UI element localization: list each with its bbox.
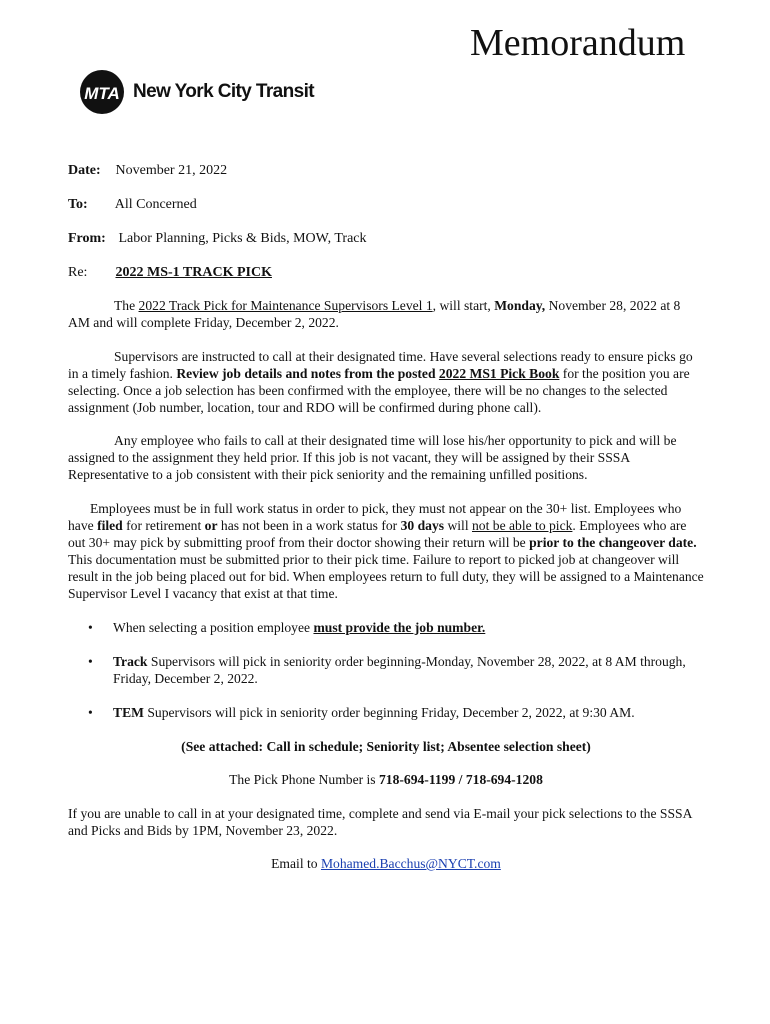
paragraph-pick-dates: The 2022 Track Pick for Maintenance Supervisors Level 1, will start, Monday, November 28, 2022 at 8 AM and will complete Friday, December 2, 2022. [68,298,681,330]
date-label: Date: [68,163,101,178]
bullet-dot: • [88,654,93,669]
attachments-note: (See attached: Call in schedule; Seniority list; Absentee selection sheet) [181,739,591,754]
paragraph-work-status: Employees must be in full work status in order to pick, they must not appear on the 30+ list. Employees who have filed for retirement or has not been in a work status for 30 days will not be able to pick. Employees who are out 30+ may pick by submitting proof from their doctor showing their return will be prior to the changeover date. This documentation must be submitted prior to their pick time. Failure to report to picked job at changeover will result in the job being placed out for bid. When employees return to full duty, they will be assigned to a Maintenance Supervisor Level I vacancy that exist at that time. [68,501,704,601]
bullet-dot: • [88,705,93,720]
to-row [68,196,197,214]
from-row [68,230,367,248]
re-row [68,264,272,282]
date-row [68,162,227,180]
date-value: November 21, 2022 [115,163,228,178]
pick-book: 2022 MS1 Pick Book [438,366,560,381]
paragraph-instructions: Supervisors are instructed to call at their designated time. Have several selections ready to ensure picks go in a timely fashion. Review job details and notes from the posted 2022 MS1 Pick Book for the position you are selecting. Once a job selection has been confirmed with the employee, there will be no changes to the selected assignment (Job number, location, tour and RDO will be confirmed during phone call). [68,349,693,415]
brand-name: New York City Transit [133,81,314,102]
bullet-job-number: • When selecting a position employee must provide the job number. [88,620,486,635]
email-link[interactable]: Mohamed.Bacchus@NYCT.com [320,856,501,871]
re-label: Re: [68,265,88,280]
bullet-dot: • [88,620,93,635]
email-line: Email to Mohamed.Bacchus@NYCT.com [271,856,501,871]
from-value: Labor Planning, Picks & Bids, MOW, Track [118,231,367,246]
pick-name: 2022 Track Pick for Maintenance Supervisors Level 1 [138,298,433,313]
memo-title: Memorandum [470,22,686,64]
bullet-tem: • TEM Supervisors will pick in seniority order beginning Friday, December 2, 2022, at 9:30 AM. [88,705,635,720]
paragraph-missed-call: Any employee who fails to call at their designated time will lose his/her opportunity to pick and will be assigned to the assignment they held prior. If this job is not vacant, they will be assigned by their SSSA Representative to a job consistent with their pick seniority and the remaining unfilled positions. [68,433,677,482]
paragraph-closing: If you are unable to call in at your designated time, complete and send via E-mail your pick selections to the SSSA and Picks and Bids by 1PM, November 23, 2022. [68,806,692,838]
to-value: All Concerned [114,197,197,212]
from-label: From: [68,231,106,246]
to-label: To: [68,197,88,212]
bullet-track: • Track Supervisors will pick in seniority order beginning-Monday, November 28, 2022, at 8 AM through, Friday, December 2, 2022. [88,654,686,686]
re-value: 2022 MS-1 TRACK PICK [115,265,272,280]
mta-logo [79,68,314,116]
logo-text: MTA [84,84,120,103]
phone-number: The Pick Phone Number is 718-694-1199 / 718-694-1208 [229,772,543,787]
mta-logo-icon [79,69,125,115]
